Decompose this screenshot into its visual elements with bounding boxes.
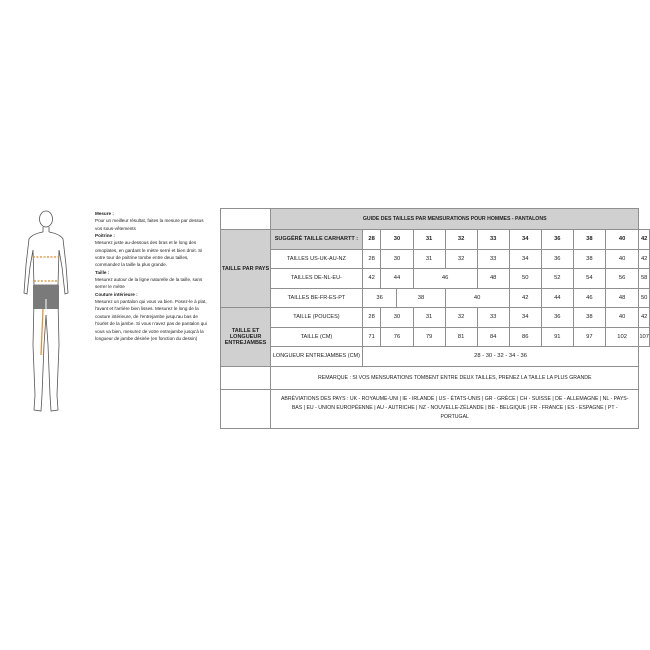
cm-size: 81 xyxy=(445,327,477,347)
inch-size: 42 xyxy=(639,308,650,328)
inch-size: 28 xyxy=(362,308,381,328)
cm-size: 86 xyxy=(509,327,541,347)
cm-size: 79 xyxy=(413,327,445,347)
inch-size: 40 xyxy=(605,308,638,328)
body-measurement-figure xyxy=(18,205,74,435)
be-size: 48 xyxy=(605,288,638,308)
be-size: 46 xyxy=(573,288,605,308)
remark: REMARQUE : SI VOS MENSURATIONS TOMBENT ENTRE DEUX TAILLES, PRENEZ LA TAILLE LA PLUS GRANDE xyxy=(271,366,639,389)
us-size: 40 xyxy=(605,249,638,269)
suggested-size: 36 xyxy=(541,230,573,250)
be-size: 50 xyxy=(639,288,650,308)
de-size: 58 xyxy=(639,269,650,289)
mesure-text: Pour un meilleur résultat, faites la mesure par dessus vos sous-vêtements xyxy=(95,218,204,231)
cm-size: 84 xyxy=(477,327,509,347)
inch-size: 30 xyxy=(381,308,413,328)
suggested-size: 30 xyxy=(381,230,413,250)
us-size: 42 xyxy=(639,249,650,269)
group-waist-inseam: TAILLE ET LONGUEUR ENTREJAMBES xyxy=(221,308,271,367)
cm-size: 91 xyxy=(541,327,573,347)
inseam-label: LONGUEUR ENTREJAMBES (CM) xyxy=(271,347,363,367)
de-size: 52 xyxy=(541,269,573,289)
taille-text: Mesurez autour de la ligne naturelle de la taille, sans serrer le mètre xyxy=(95,277,203,290)
inseam-value: 28 - 30 - 32 - 34 - 36 xyxy=(362,347,639,367)
mesure-heading: Mesure : xyxy=(95,211,114,216)
de-size: 42 xyxy=(362,269,381,289)
suggested-size: 42 xyxy=(639,230,650,250)
country-abbreviations: ABRÉVIATIONS DES PAYS : UK - ROYAUME-UNI | IE - IRLANDE | US - ÉTATS-UNIS | GR - GRÈCE | CH - SUISSE | DE - ALLEMAGNE | NL - PAYS-BAS | EU - UNION EUROPÉENNE | AU - AUTRICHE | NZ - NOUVELLE-ZÉLANDE | BE - BELGIQUE | FR - FRANCE | ES - ESPAGNE | PT - PORTUGAL xyxy=(271,389,639,428)
group-waist: TAILLE PAR PAYS xyxy=(221,230,271,308)
abbr-spacer xyxy=(221,389,271,428)
cm-label: TAILLE (CM) xyxy=(271,327,363,347)
us-size: 33 xyxy=(477,249,509,269)
inseam-measure-line xyxy=(41,309,43,355)
us-size: 38 xyxy=(573,249,605,269)
cm-size: 76 xyxy=(381,327,413,347)
be-size: 40 xyxy=(445,288,509,308)
be-size: 44 xyxy=(541,288,573,308)
suggested-size: 31 xyxy=(413,230,445,250)
poitrine-heading: Poitrine : xyxy=(95,233,115,239)
size-guide-table xyxy=(220,208,650,429)
de-size: 44 xyxy=(381,269,413,289)
suggested-size: 38 xyxy=(573,230,605,250)
suggested-size: 28 xyxy=(362,230,381,250)
couture-text: Mesurez un pantalon qui vous va bien. Posez-le à plat, l'avant et l'arrière bien lisses. Mesurez le long de la couture intérieure, de l'entrejambe jusqu'au bas de l'ourlet de la jambe. Si vous n'avez pas de pantalon qui vous va bien, mesurez de votre entrejambe jusqu'à la longueur de jambe désirée (en fonction du dessin) xyxy=(95,299,207,341)
couture-heading: Couture intérieure : xyxy=(95,291,138,297)
suggested-label: SUGGÉRÉ TAILLE CARHARTT : xyxy=(271,230,363,250)
us-size: 32 xyxy=(445,249,477,269)
corner-cell xyxy=(221,209,271,230)
be-size: 36 xyxy=(362,288,397,308)
us-size: 36 xyxy=(541,249,573,269)
suggested-size: 34 xyxy=(509,230,541,250)
table-title: GUIDE DES TAILLES PAR MENSURATIONS POUR HOMMES - PANTALONS xyxy=(271,209,639,230)
cm-size: 107 xyxy=(639,327,650,347)
de-size: 50 xyxy=(509,269,541,289)
de-label: TAILLES DE-NL-EU- xyxy=(271,269,363,289)
us-size: 28 xyxy=(362,249,381,269)
be-size: 42 xyxy=(509,288,541,308)
us-size: 31 xyxy=(413,249,445,269)
de-size: 48 xyxy=(477,269,509,289)
de-size: 54 xyxy=(573,269,605,289)
us-size: 30 xyxy=(381,249,413,269)
be-size: 38 xyxy=(397,288,445,308)
inch-size: 36 xyxy=(541,308,573,328)
cm-size: 97 xyxy=(573,327,605,347)
cm-size: 102 xyxy=(605,327,638,347)
cm-size: 71 xyxy=(362,327,381,347)
inch-size: 31 xyxy=(413,308,445,328)
us-size: 34 xyxy=(509,249,541,269)
inch-size: 34 xyxy=(509,308,541,328)
be-label: TAILLES BE-FR-ES-PT xyxy=(271,288,363,308)
suggested-size: 33 xyxy=(477,230,509,250)
inch-size: 33 xyxy=(477,308,509,328)
de-size: 56 xyxy=(605,269,638,289)
inch-label: TAILLE (POUCES) xyxy=(271,308,363,328)
taille-heading: Taille : xyxy=(95,269,110,275)
remark-spacer xyxy=(221,366,271,389)
de-size: 46 xyxy=(413,269,477,289)
suggested-size: 40 xyxy=(605,230,638,250)
inch-size: 38 xyxy=(573,308,605,328)
poitrine-text: Mesurez juste au-dessous des bras et le long des omoplates, en gardant le mètre serré et bien droit. Si votre tour de poitrine tombe entre deux tailles, commandez la taille la plus grande. xyxy=(95,240,203,268)
inch-size: 32 xyxy=(445,308,477,328)
us-label: TAILLES US-UK-AU-NZ xyxy=(271,249,363,269)
measurement-instructions xyxy=(95,210,208,342)
suggested-size: 32 xyxy=(445,230,477,250)
